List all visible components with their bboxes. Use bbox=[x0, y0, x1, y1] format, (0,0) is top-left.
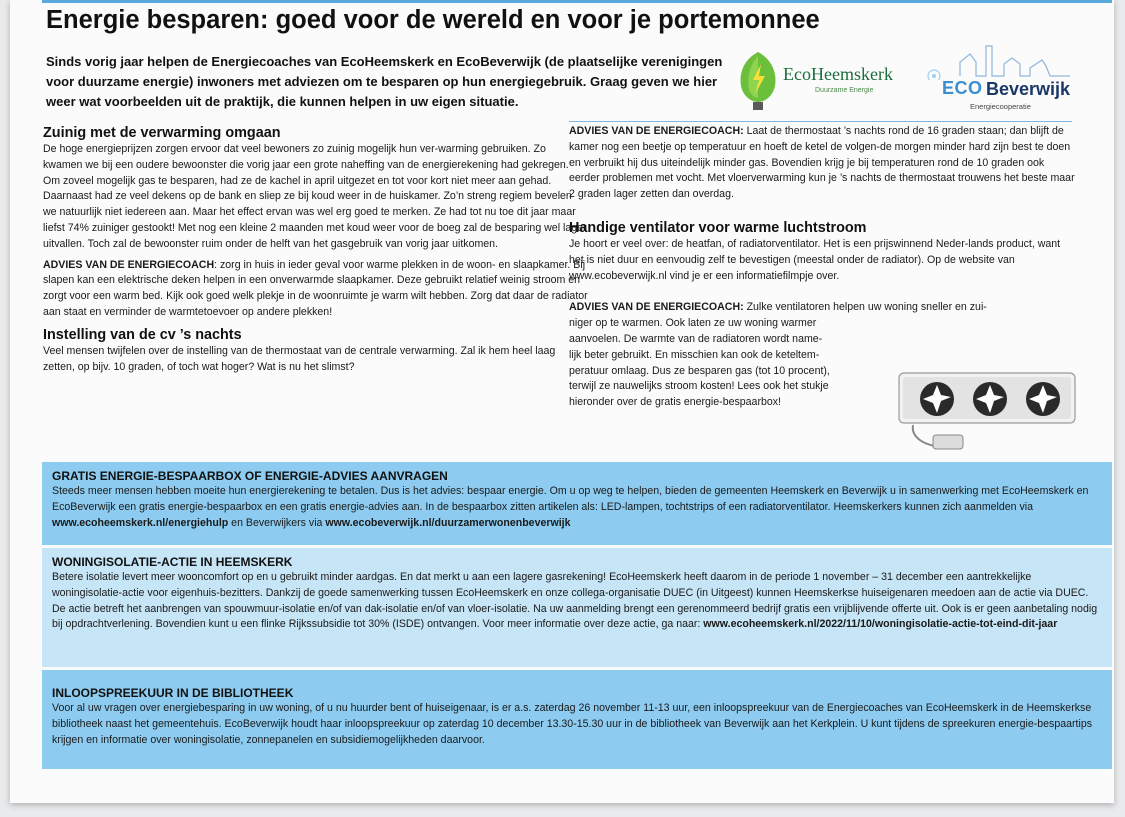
isolatie-link[interactable]: www.ecoheemskerk.nl/2022/11/10/woningisolatie-actie-tot-eind-dit-jaar bbox=[703, 618, 1058, 631]
section-heading: WONINGISOLATIE-ACTIE IN HEEMSKERK bbox=[52, 555, 293, 569]
advice-label: ADVIES VAN DE ENERGIECOACH: bbox=[569, 125, 744, 137]
intro-paragraph: Sinds vorig jaar helpen de Energiecoaches van EcoHeemskerk en EcoBeverwijk (de plaatselijke verenigingen voor duurzame energie) inwoners met adviezen om te besparen op hun energiegebruik. Graag geven we hier weer wat voorbeelden uit de praktijk, die kunnen helpen in uw eigen situatie. bbox=[46, 54, 723, 109]
page-title: Energie besparen: goed voor de wereld en voor je portemonnee bbox=[46, 6, 820, 34]
section-body: Steeds meer mensen hebben moeite hun energierekening te betalen. Dus is het advies: bespaar energie. Om u op weg te helpen, bieden de gemeenten Heemskerk en Beverwijk u in samenwerking met EcoHeemskerk en EcoBeverwijk een gratis energie-bespaarbox en een gratis energie-advies aan. In de bespaarbox zitten artikelen als: LED-lampen, tochtstrips of een radiatorventilator. Heemskerkers kunnen zich aanmelden via www.ecoheemskerk.nl/energiehulp en Beverwijkers via www.ecobeverwijk.nl/duurzamerwonenbeverwijk bbox=[52, 485, 1089, 529]
advice-paragraph bbox=[569, 124, 1076, 203]
section-heading: INLOOPSPREEKUUR IN DE BIBLIOTHEEK bbox=[52, 686, 294, 700]
top-rule bbox=[42, 0, 1112, 3]
ecoheemskerk-logo bbox=[735, 44, 910, 114]
section-body: Veel mensen twijfelen over de instelling van de thermostaat van de centrale verwarming. Zal ik hem heel laag zetten, op bijv. 10 graden, of toch wat hoger? Wat is nu het slimst? bbox=[43, 344, 556, 373]
advice-text: : zorg in huis in ieder geval voor warme plekken in de woon- en slaapkamer. Bij slapen kan een elektrische deken helpen in een onverwarmde slaapkamer. Deze gebruikt relatief weinig stroom en zorgt voor een warm bed. Kijk ook goed welk plekje in de woonruimte je warm wilt hebben. Zorg dat daar de radiator aan staat en verminder de warmtetoevoer op andere plekken! bbox=[43, 258, 588, 318]
advice-paragraph bbox=[43, 258, 588, 321]
section-heading: Zuinig met de verwarming omgaan bbox=[43, 125, 281, 141]
ecobeverwijk-link[interactable]: www.ecobeverwijk.nl/duurzamerwonenbeverwijk bbox=[325, 516, 571, 529]
section-body: Voor al uw vragen over energiebesparing in uw woning, of u nu huurder bent of huiseigenaar, is er a.s. zaterdag 26 november 11-13 uur, een inloopspreekuur van de Energiecoaches van EcoHeemskerk in de Heemskerkse bibliotheek naast het gemeentehuis. EcoBeverwijk houdt haar inloopspreekuur op zaterdag 10 december 13.30-15.30 uur in de bibliotheek van Beverwijk aan het Kerkplein. U kunt tijdens de spreekuren energie-bespaartips krijgen en informatie over woningisolatie, zonnepanelen en subsidiemogelijkheden daarvoor. bbox=[52, 702, 1093, 746]
ecoheemskerk-name: EcoHeemskerk bbox=[783, 64, 893, 84]
section-body: De hoge energieprijzen zorgen ervoor dat veel bewoners zo zuinig mogelijk hun ver-warming gebruiken. Zo kwamen we bij een oudere bewoonster die vorig jaar een grote naheffing van de energierekening had gekregen. Om zoveel mogelijk gas te besparen, had ze de kachel in april uitgezet en tot voor kort niet meer aan gehad. Daarnaast had ze veel dekens op de bank en sliep ze bij koud weer in de huiskamer. Zo’n streng regiem bevelen we natuurlijk niet iedereen aan. Maar het effect ervan was wel erg goed te merken. Ze had tot nu toe dit jaar maar liefst 74% zuiniger gestookt! Met nog een kleine 2 maanden met koud weer voor de boeg zal de besparing wel lager uitvallen. Toch zal de bewoonster ruim onder de helft van het gasgebruik van vorig jaar uitkomen. bbox=[43, 143, 587, 250]
advice-paragraph: ADVIES VAN DE ENERGIECOACH: Zulke ventilatoren helpen uw woning sneller en zui- niger op te warmen. Ook laten ze uw woning warmer aanvoelen. De warmte van de radiatoren wordt name- lijk beter gebruikt. En misschien kan ook de keteltem- peratuur omlaag. Dus ze besparen gas (tot 10 procent), terwijl ze nauwelijks stroom kosten! Lees ook het stukje hieronder over de gratis energie-bespaarbox! bbox=[569, 301, 987, 409]
left-column bbox=[43, 124, 588, 375]
section-body: Je hoort er veel over: de heatfan, of radiatorventilator. Het is een prijswinnend Neder-lands product, want het is niet duur en eenvoudig zelf te bevestigen (meestal onder de radiator). Op de website van www.ecobeverwijk.nl vind je er een informatiefilmpje over. bbox=[569, 237, 1061, 282]
advice-text: Laat de thermostaat ’s nachts rond de 16 graden staan; dan blijft de kamer nog een beetje op temperatuur en hoeft de ketel de volgen-de morgen minder hard zijn best te doen en verbruikt hij dus uiteindelijk minder gas. Bovendien krijg je bij temperaturen rond de 10 graden ook eerder problemen met vocht. Met vloerverwarming kun je ’s nachts de thermostaat trouwens het beste maar 2 graden lager zetten dan overdag. bbox=[569, 125, 1075, 201]
skyline-icon bbox=[920, 40, 1075, 80]
ecobeverwijk-tagline: Energiecooperatie bbox=[970, 102, 1031, 111]
section-heading: GRATIS ENERGIE-BESPAARBOX OF ENERGIE-ADVIES AANVRAGEN bbox=[52, 469, 448, 483]
inloopspreekuur-section bbox=[42, 670, 1112, 769]
radiator-fan-image bbox=[893, 365, 1078, 453]
section-body: Betere isolatie levert meer wooncomfort op en u gebruikt minder aardgas. En dat merkt u aan een lagere gasrekening! EcoHeemskerk heeft daarom in de periode 1 november – 31 december een aantrekkelijke woningisolatie-actie voor eigenhuis-bezitters. Dankzij de goede samenwerking tussen EcoHeemskerk en onze collega-organisatie DUEC (in Uitgeest) kunnen Heemskerkse huiseigenaren meedoen aan de actie via DUEC. De actie betreft het aanbrengen van spouwmuur-isolatie en/of van dak-isolatie en/of van vloer-isolatie. Na uw aanmelding brengt een gerenommeerd bedrijf gratis een vrijblijvende offerte uit. Ook is er geen aanbetaling nodig bij opdrachtverlening. Bovendien kunt u een flinke Rijkssubsidie tot 30% (ISDE) ontvangen. Voor meer informatie over deze actie, ga naar: www.ecoheemskerk.nl/2022/11/10/woningisolatie-actie-tot-eind-dit-jaar bbox=[52, 571, 1098, 631]
ecobeverwijk-name: Beverwijk bbox=[986, 79, 1071, 99]
section-heading: Instelling van de cv ’s nachts bbox=[43, 326, 242, 343]
ecoheemskerk-tagline: Duurzame Energie bbox=[815, 87, 874, 94]
plug-leaf-icon bbox=[735, 50, 781, 112]
isolatie-section bbox=[42, 548, 1112, 667]
section-heading: Handige ventilator voor warme luchtstroom bbox=[569, 219, 867, 236]
advice-label: ADVIES VAN DE ENERGIECOACH bbox=[43, 258, 215, 271]
bespaarbox-section bbox=[42, 462, 1112, 545]
advice-label: ADVIES VAN DE ENERGIECOACH: bbox=[569, 301, 744, 314]
ecobeverwijk-logo bbox=[920, 40, 1075, 115]
ecobeverwijk-eco: ECO bbox=[942, 78, 983, 98]
ecoheemskerk-link[interactable]: www.ecoheemskerk.nl/energiehulp bbox=[52, 516, 229, 529]
logo-divider bbox=[569, 121, 1072, 122]
